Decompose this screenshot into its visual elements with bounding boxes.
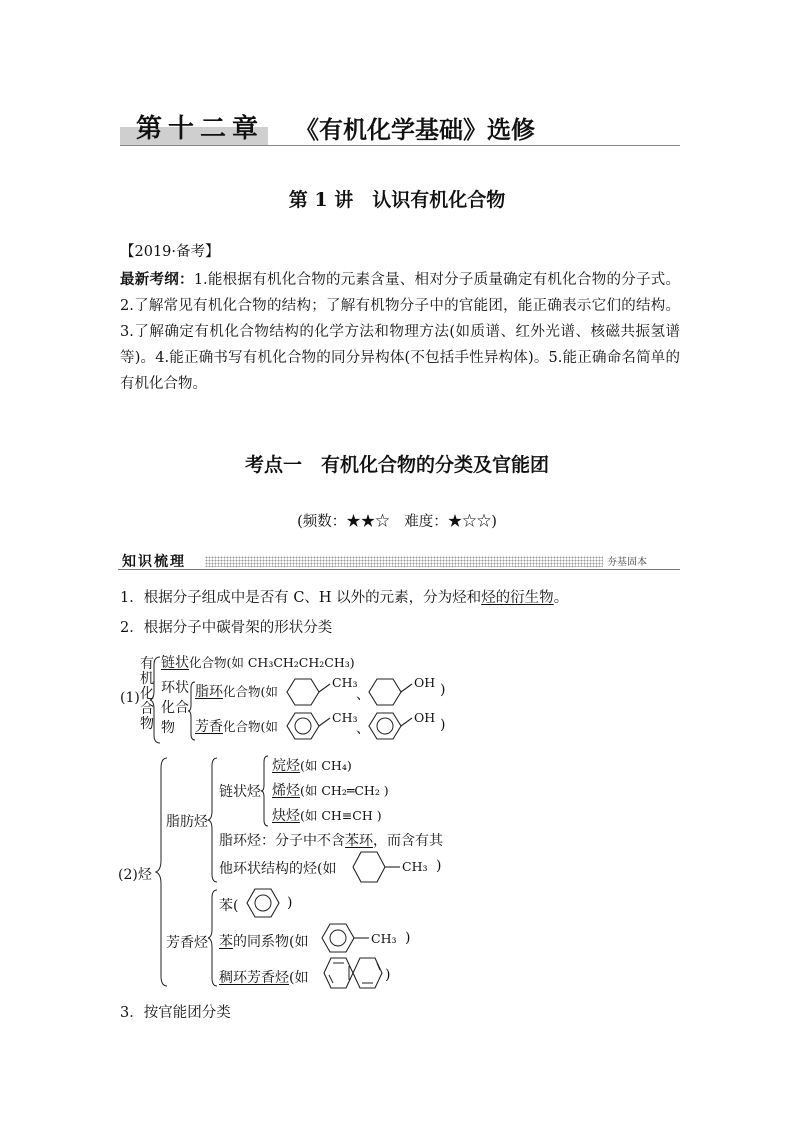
d1-ch3-a: CH₃: [332, 675, 358, 690]
d1-chain-u: 链状: [161, 655, 189, 671]
d1-label: (1): [120, 690, 140, 706]
d1-close-a: ): [440, 682, 446, 698]
d1-root-char: 物: [140, 716, 154, 732]
d2-alkane: [272, 755, 352, 775]
d2-cyclo-post: ，而含有其: [373, 833, 443, 849]
d1-sep-a: 、: [356, 687, 370, 703]
point-2: 2．根据分子中碳骨架的形状分类: [120, 620, 333, 636]
d1-close-b: ): [440, 717, 446, 733]
chapter-rule: [120, 145, 680, 146]
section-tag: 夯基固本: [607, 557, 647, 568]
d2-cyclo2: 他环状结构的烃(如: [219, 861, 337, 877]
d2-benzene: 苯(: [219, 898, 239, 914]
d1-aromatic: [195, 716, 278, 736]
d1-root-char: 机: [140, 671, 154, 687]
prep-lead: 最新考纲：: [120, 271, 194, 288]
d2-close-b: ): [287, 895, 293, 911]
d2-ch3-a: CH₃: [402, 859, 428, 874]
prep-text: 1.能根据有机化合物的元素含量、相对分子质量确定有机化合物的分子式。2.了解常见有机化合物的结构；了解有机物分子中的官能团，能正确表示它们的结构。3.了解确定有机化合物结构的化学方法和物理方法(如质谱、红外光谱、核磁共振氢谱等)。4.能正确书写有机化合物的同分异构体(不包括手性异构体)。5.能正确命名简单的有机化合物。: [120, 272, 680, 392]
d2-aromatic: 芳香烃: [166, 935, 208, 951]
d2-alkane-u: 烷烃: [272, 758, 300, 774]
d2-alkene: [272, 780, 389, 800]
d1-root-char: 有: [140, 656, 154, 672]
d2-fused-u: 稠环芳香烃: [219, 970, 289, 986]
section-bar-pattern: [205, 556, 603, 567]
d1-oh-a: OH: [414, 675, 436, 690]
naphthalene-structure: [322, 956, 386, 992]
d1-sep-b: 、: [356, 721, 370, 737]
d1-ring-text: 环状: [161, 680, 189, 696]
point-1-end: 。: [553, 590, 569, 606]
d2-cyclo-pre: 脂环烃：分子中不含: [219, 833, 345, 849]
d2-label: (2)烃: [118, 867, 152, 883]
d2-aliphatic: 脂肪烃: [166, 814, 208, 830]
phenol-structure: [368, 708, 448, 744]
d1-alicyclic-rest: 化合物(如: [223, 684, 278, 699]
d2-alkene-u: 烯烃: [272, 783, 300, 799]
d2-alkyne: [272, 805, 382, 825]
d1-alicyclic: [195, 681, 278, 701]
d1-aromatic-rest: 化合物(如: [223, 719, 278, 734]
d1-ring-text: 化合: [161, 700, 189, 716]
d1-ch3-b: CH₃: [332, 710, 358, 725]
point-1-underlined: 烃的衍生物: [481, 590, 554, 606]
point-1-text: 1．根据分子组成中是否有 C、H 以外的元素，分为烃和: [120, 590, 482, 606]
d2-close-c: ): [405, 930, 411, 946]
d2-close-d: ): [385, 967, 391, 983]
kaodian-title: 考点一 有机化合物的分类及官能团: [244, 454, 549, 476]
d1-root-char: 合: [140, 701, 154, 717]
prep-paragraph: [120, 267, 680, 397]
d1-oh-b: OH: [414, 710, 436, 725]
d2-homolog-rest: 的同系物(如: [233, 934, 309, 950]
d2-aromatic-brace: [208, 888, 218, 988]
d1-chain: [161, 652, 355, 672]
d2-homolog: [219, 931, 308, 951]
d1-ring: [161, 678, 191, 738]
d2-cyclo-u: 苯环: [345, 833, 373, 849]
section-label: 知识梳理: [118, 551, 190, 571]
d1-alicyclic-u: 脂环: [195, 684, 223, 700]
d2-close-a: ): [436, 858, 442, 874]
d2-aliphatic-brace: [208, 756, 218, 884]
d2-alkyne-rest: (如 CH≡CH ): [300, 808, 382, 823]
d2-main-brace: [157, 756, 169, 988]
chapter-number: 第十二章: [136, 114, 265, 144]
d2-fused-rest: (如: [289, 970, 309, 986]
benzene-structure: [246, 887, 286, 921]
d2-ch3-b: CH₃: [371, 931, 397, 946]
d2-homolog-u: 苯: [219, 934, 233, 950]
cyclohexanol-structure: [368, 674, 448, 710]
section-rule: [118, 569, 680, 570]
d2-alkane-rest: (如 CH₄): [300, 758, 352, 773]
point-1: [120, 585, 568, 611]
chapter-title: 《有机化学基础》选修: [295, 115, 535, 144]
d1-aromatic-u: 芳香: [195, 719, 223, 735]
d2-chain: 链状烃: [219, 784, 261, 800]
d2-chain-brace: [261, 754, 269, 828]
d1-root-char: 化: [140, 686, 154, 702]
d2-fused: [219, 967, 308, 987]
d2-alkene-rest: (如 CH₂═CH₂ ): [300, 783, 389, 798]
d1-chain-rest: 化合物(如 CH₃CH₂CH₂CH₃): [189, 655, 355, 670]
point-3: 3．按官能团分类: [120, 1005, 231, 1021]
d2-cyclo: [219, 830, 443, 850]
lecture-title: 第 1 讲 认识有机化合物: [288, 189, 506, 211]
d2-alkyne-u: 炔烃: [272, 808, 300, 824]
d1-ring-text: 物: [161, 720, 175, 736]
frequency-difficulty: (频数：★★☆ 难度：★☆☆): [297, 514, 497, 530]
prep-tag: 【2019·备考】: [120, 244, 220, 260]
